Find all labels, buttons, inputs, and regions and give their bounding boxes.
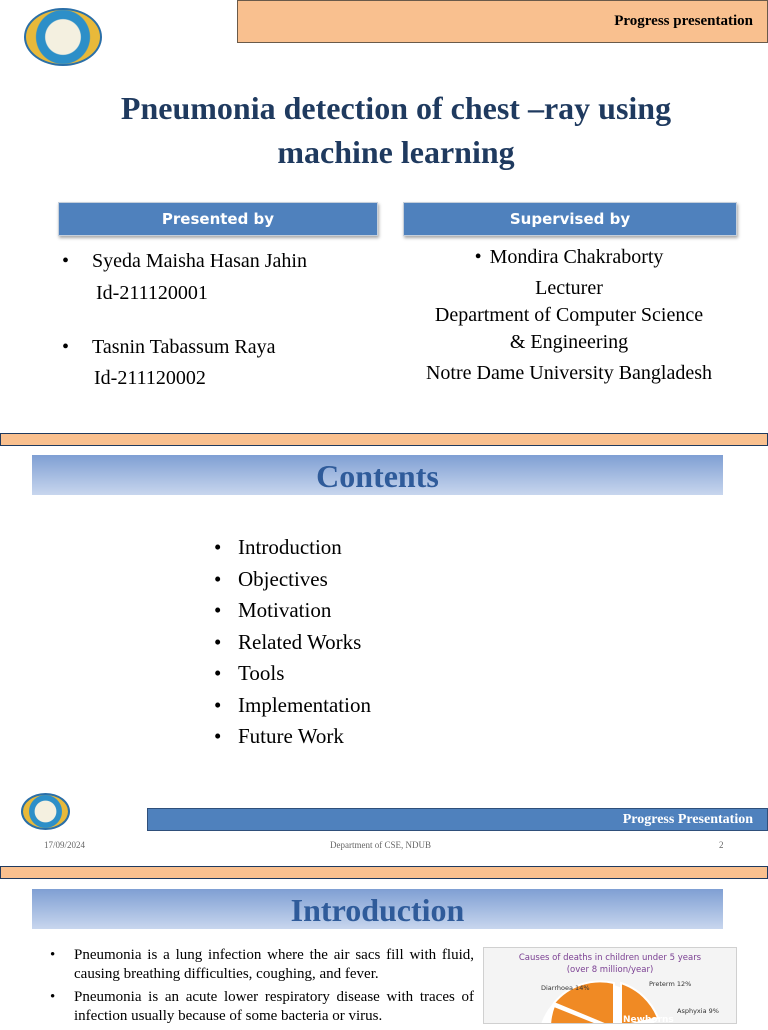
supervisor-name: • Mondira Chakraborty (474, 246, 664, 268)
contents-heading-band (32, 455, 723, 495)
list-item: • Tools (214, 658, 371, 690)
list-item: • Objectives (214, 564, 371, 596)
footer-department: Department of CSE, NDUB (330, 840, 431, 850)
banner-text: Progress presentation (614, 13, 753, 29)
supervisor-designation: Lecturer (535, 277, 603, 299)
page-title: Pneumonia detection of chest –ray using machine learning (120, 90, 672, 170)
presenter-2-id: Id-211120002 (94, 367, 206, 389)
supervised-by-header: Supervised by (403, 202, 737, 236)
causes-of-death-chart (483, 947, 737, 1024)
introduction-list (50, 946, 474, 1030)
chart-label-asphyxia: Asphyxia 9% (677, 1007, 719, 1015)
presenter-1-name: • Syeda Maisha Hasan Jahin (62, 250, 307, 272)
chart-subtitle: (over 8 million/year) (566, 965, 654, 975)
chart-label-diarrhoea: Diarrhoea 14% (541, 984, 590, 992)
presenter-2-name: • Tasnin Tabassum Raya (62, 336, 276, 358)
contents-list (214, 532, 371, 753)
supervisor-university: Notre Dame University Bangladesh (425, 362, 713, 384)
top-banner (237, 0, 768, 43)
list-item: • Future Work (214, 721, 371, 753)
supervisor-department-1: Department of Computer Science (434, 304, 704, 326)
introduction-heading: Introduction (290, 892, 465, 928)
list-item: • Pneumonia is a lung infection where the air sacs fill with fluid, causing breathing difficulties, coughing, and fever. (50, 946, 474, 984)
presenter-1-id: Id-211120001 (96, 282, 208, 304)
university-logo (24, 8, 102, 66)
list-item: • Implementation (214, 690, 371, 722)
page-number: 2 (719, 840, 724, 850)
list-item: • Pneumonia is an acute lower respiratory disease with traces of infection usually because of some bacteria or virus. (50, 988, 474, 1026)
presented-by-header: Presented by (58, 202, 378, 236)
chart-title: Causes of deaths in children under 5 years (518, 953, 702, 963)
list-item: • Motivation (214, 595, 371, 627)
list-item: • Introduction (214, 532, 371, 564)
chart-label-newborns: Newborns (623, 1015, 674, 1024)
chart-label-preterm: Preterm 12% (649, 980, 692, 988)
supervisor-department-2: & Engineering (509, 331, 629, 353)
footer-logo (21, 793, 70, 830)
slide-divider (0, 433, 768, 446)
footer-bar: Progress Presentation (147, 808, 768, 831)
slide-divider (0, 866, 768, 879)
introduction-heading-band (32, 889, 723, 929)
contents-heading: Contents (316, 458, 439, 494)
list-item: • Related Works (214, 627, 371, 659)
footer-date: 17/09/2024 (44, 840, 86, 850)
